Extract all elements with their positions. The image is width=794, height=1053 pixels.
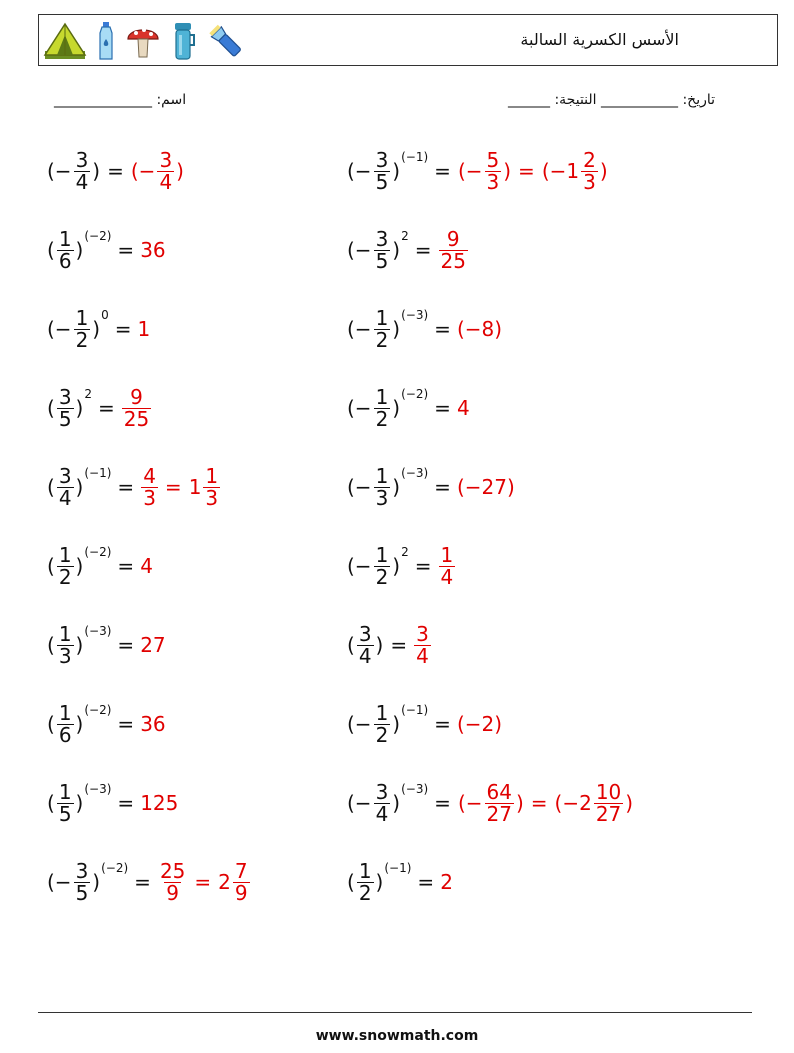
problem-item: [346, 610, 432, 680]
open-paren: (−: [347, 475, 372, 499]
numerator: 1: [58, 621, 72, 646]
denominator: 4: [58, 485, 72, 510]
equals-sign: =: [434, 396, 451, 420]
numerator: 3: [375, 147, 389, 172]
denominator: 5: [58, 406, 72, 431]
denominator: 27: [486, 801, 512, 826]
close-paren: ): [75, 238, 84, 262]
equals-sign: =: [414, 554, 432, 578]
close-paren: ): [75, 791, 84, 815]
numerator: 3: [58, 384, 72, 409]
answer: [457, 712, 502, 736]
equals-sign: =: [117, 238, 135, 262]
numerator: 1: [375, 542, 389, 567]
denominator: 2: [58, 564, 72, 589]
close-paren: ): [392, 791, 401, 815]
answer-prefix: 1: [188, 475, 202, 499]
numerator: 1: [58, 226, 72, 251]
exponent: (−2): [84, 703, 112, 717]
name-field: ______________ :اسم: [54, 92, 187, 108]
denominator: 4: [358, 643, 372, 668]
close-paren: ): [392, 396, 401, 420]
denominator: 2: [375, 564, 389, 589]
answer: [457, 475, 515, 499]
equals-sign: =: [434, 712, 451, 736]
denominator: 2: [375, 722, 389, 747]
problem-item: [346, 294, 502, 364]
numerator: 3: [75, 147, 89, 172]
fraction: [57, 226, 74, 273]
answer-prefix: (−: [457, 159, 483, 183]
denominator: 3: [143, 485, 156, 510]
fraction: [594, 779, 623, 826]
answer-value: 36: [140, 238, 166, 262]
fraction: [57, 384, 74, 431]
open-paren: (−: [347, 238, 372, 262]
problem-item: [46, 294, 150, 364]
answer-prefix: (−2: [554, 791, 592, 815]
close-paren: ): [92, 870, 101, 894]
equals-sign: =: [194, 870, 212, 894]
numerator: 4: [143, 463, 156, 488]
numerator: 5: [486, 147, 500, 172]
equals-sign: =: [164, 475, 182, 499]
denominator: 5: [75, 880, 89, 905]
close-paren: ): [75, 554, 84, 578]
answer: [140, 463, 221, 510]
numerator: 3: [416, 621, 429, 646]
numerator: 1: [58, 542, 72, 567]
fraction: [74, 305, 91, 352]
denominator: 2: [375, 406, 389, 431]
numerator: 1: [58, 779, 72, 804]
denominator: 3: [58, 643, 72, 668]
denominator: 3: [583, 169, 596, 194]
fraction: [157, 147, 174, 194]
equals-sign: =: [117, 633, 135, 657]
exponent: (−3): [84, 624, 112, 638]
fraction: [57, 700, 74, 747]
fraction: [357, 858, 374, 905]
close-paren: ): [375, 870, 384, 894]
answer-prefix: (−1: [541, 159, 580, 183]
problem-item: [46, 768, 178, 838]
numerator: 9: [446, 226, 460, 251]
exponent: 2: [401, 545, 409, 559]
denominator: 4: [75, 169, 89, 194]
exponent: 0: [101, 308, 109, 322]
exponent: (−2): [84, 229, 112, 243]
answer: [138, 317, 151, 341]
denominator: 4: [416, 643, 429, 668]
exponent: (−2): [401, 387, 429, 401]
denominator: 3: [375, 485, 389, 510]
problem-item: [46, 373, 152, 443]
open-paren: (: [47, 633, 55, 657]
answer-prefix: (−: [457, 791, 483, 815]
fraction: [374, 226, 391, 273]
close-paren: ): [375, 633, 384, 657]
fraction: [485, 779, 514, 826]
close-paren: ): [392, 554, 401, 578]
numerator: 64: [486, 779, 512, 804]
denominator: 5: [375, 169, 389, 194]
numerator: 3: [159, 147, 173, 172]
fraction: [203, 463, 220, 510]
equals-sign: =: [518, 159, 535, 183]
problem-item: [346, 136, 609, 206]
close-paren: ): [92, 159, 101, 183]
footer-divider: [38, 1012, 752, 1013]
answer: [413, 621, 432, 668]
answer: [140, 712, 165, 736]
answer: [440, 870, 453, 894]
answer: [140, 554, 153, 578]
numerator: 3: [375, 226, 389, 251]
open-paren: (−: [347, 712, 372, 736]
equals-sign: =: [117, 712, 135, 736]
exponent: 2: [84, 387, 92, 401]
answer: [121, 384, 152, 431]
fraction: [485, 147, 502, 194]
numerator: 1: [440, 542, 454, 567]
answer: [457, 396, 470, 420]
problem-item: [346, 373, 470, 443]
open-paren: (−: [347, 317, 372, 341]
mushroom-icon: [125, 21, 161, 61]
answer: [457, 317, 502, 341]
footer-url: www.snowmath.com: [315, 1028, 479, 1044]
denominator: 3: [486, 169, 500, 194]
close-paren: ): [392, 475, 401, 499]
answer-value: (−8): [456, 317, 503, 341]
close-paren: ): [392, 317, 401, 341]
numerator: 7: [234, 858, 248, 883]
close-paren: ): [75, 396, 84, 420]
problem-item: [46, 531, 153, 601]
problem-item: [346, 452, 515, 522]
equals-sign: =: [98, 396, 115, 420]
fraction: [141, 463, 158, 510]
thermos-icon: [169, 21, 199, 61]
open-paren: (: [47, 475, 55, 499]
denominator: 4: [375, 801, 389, 826]
answer: [140, 791, 178, 815]
answer-suffix: ): [176, 159, 184, 183]
answer-prefix: 2: [218, 870, 231, 894]
answer-suffix: ): [515, 791, 524, 815]
exponent: (−1): [384, 861, 412, 875]
exponent: (−3): [401, 308, 429, 322]
denominator: 9: [234, 880, 248, 905]
exponent: (−3): [84, 782, 112, 796]
fraction: [233, 858, 250, 905]
equals-sign: =: [134, 870, 151, 894]
problem-item: [46, 610, 166, 680]
answer-value: 125: [140, 791, 179, 815]
answer-value: 1: [137, 317, 151, 341]
open-paren: (: [47, 396, 55, 420]
numerator: 1: [75, 305, 89, 330]
fraction: [439, 226, 468, 273]
answer: [438, 542, 457, 589]
numerator: 3: [358, 621, 372, 646]
numerator: 1: [205, 463, 219, 488]
problem-item: [46, 847, 251, 917]
equals-sign: =: [434, 791, 451, 815]
fraction: [374, 305, 391, 352]
numerator: 1: [358, 858, 372, 883]
answer: [130, 147, 185, 194]
fraction: [57, 463, 74, 510]
open-paren: (: [347, 633, 355, 657]
open-paren: (−: [47, 870, 72, 894]
fraction: [57, 779, 74, 826]
fraction: [57, 542, 74, 589]
denominator: 2: [358, 880, 372, 905]
fraction: [374, 542, 391, 589]
problem-item: [346, 531, 456, 601]
numerator: 10: [595, 779, 622, 804]
exponent: (−3): [401, 466, 429, 480]
equals-sign: =: [434, 159, 451, 183]
exponent: (−1): [84, 466, 112, 480]
fraction: [74, 858, 91, 905]
close-paren: ): [75, 633, 84, 657]
open-paren: (: [47, 238, 55, 262]
flashlight-icon: [207, 21, 247, 61]
denominator: 6: [58, 722, 72, 747]
denominator: 25: [123, 406, 150, 431]
equals-sign: =: [390, 633, 408, 657]
open-paren: (: [47, 791, 55, 815]
open-paren: (−: [47, 159, 72, 183]
fraction: [439, 542, 456, 589]
tent-icon: [43, 21, 87, 61]
denominator: 27: [595, 801, 622, 826]
denominator: 5: [375, 248, 389, 273]
exponent: (−2): [84, 545, 112, 559]
exponent: (−1): [401, 150, 429, 164]
header-icons: [43, 18, 247, 64]
numerator: 1: [375, 384, 389, 409]
exponent: (−1): [401, 703, 429, 717]
open-paren: (: [347, 870, 355, 894]
answer-suffix: ): [625, 791, 634, 815]
numerator: 9: [130, 384, 143, 409]
problem-item: [346, 689, 502, 759]
open-paren: (−: [47, 317, 72, 341]
exponent: (−2): [101, 861, 129, 875]
problem-item: [46, 215, 166, 285]
fraction: [414, 621, 431, 668]
answer: [157, 858, 251, 905]
numerator: 3: [58, 463, 72, 488]
open-paren: (−: [347, 791, 372, 815]
fraction: [357, 621, 374, 668]
answer-value: 4: [456, 396, 470, 420]
exponent: 2: [401, 229, 409, 243]
answer: [140, 238, 165, 262]
answer-value: 27: [140, 633, 166, 657]
close-paren: ): [75, 712, 84, 736]
denominator: 4: [159, 169, 173, 194]
answer-suffix: ): [503, 159, 512, 183]
problem-item: [46, 452, 221, 522]
answer-value: (−2): [456, 712, 503, 736]
numerator: 1: [375, 305, 389, 330]
numerator: 1: [58, 700, 72, 725]
denominator: 5: [58, 801, 72, 826]
fraction: [374, 384, 391, 431]
equals-sign: =: [530, 791, 548, 815]
equals-sign: =: [434, 317, 451, 341]
date-score-field: ______ :تاريخ: ___________ النتيجة: [508, 92, 716, 108]
problem-item: [46, 136, 185, 206]
equals-sign: =: [117, 554, 135, 578]
answer-prefix: (−: [130, 159, 156, 183]
numerator: 2: [583, 147, 596, 172]
answer: [438, 226, 469, 273]
water-bottle-icon: [95, 21, 117, 61]
close-paren: ): [392, 712, 401, 736]
denominator: 4: [440, 564, 454, 589]
denominator: 25: [440, 248, 466, 273]
problem-item: [346, 215, 469, 285]
fraction: [57, 621, 74, 668]
numerator: 1: [375, 700, 389, 725]
fraction: [74, 147, 91, 194]
equals-sign: =: [117, 791, 135, 815]
fraction: [374, 463, 391, 510]
problem-item: [46, 689, 166, 759]
close-paren: ): [392, 238, 401, 262]
worksheet-title: الأسس الكسرية السالبة: [520, 30, 679, 49]
open-paren: (: [47, 712, 55, 736]
close-paren: ): [75, 475, 84, 499]
answer: [140, 633, 165, 657]
fraction: [374, 779, 391, 826]
denominator: 9: [166, 880, 180, 905]
open-paren: (−: [347, 396, 372, 420]
answer: [457, 147, 609, 194]
answer-value: 2: [440, 870, 453, 894]
close-paren: ): [392, 159, 401, 183]
numerator: 3: [75, 858, 89, 883]
numerator: 3: [375, 779, 389, 804]
exponent: (−3): [401, 782, 429, 796]
open-paren: (: [47, 554, 55, 578]
open-paren: (−: [347, 159, 372, 183]
denominator: 2: [375, 327, 389, 352]
fraction: [122, 384, 151, 431]
problem-item: [346, 847, 453, 917]
denominator: 2: [75, 327, 89, 352]
fraction: [374, 700, 391, 747]
numerator: 1: [375, 463, 389, 488]
answer-value: 36: [140, 712, 166, 736]
answer-value: 4: [140, 554, 153, 578]
fraction: [374, 147, 391, 194]
answer: [457, 779, 634, 826]
equals-sign: =: [434, 475, 451, 499]
fraction: [581, 147, 598, 194]
equals-sign: =: [117, 475, 135, 499]
numerator: 25: [159, 858, 186, 883]
problem-item: [346, 768, 634, 838]
equals-sign: =: [414, 238, 432, 262]
fraction: [158, 858, 187, 905]
denominator: 3: [205, 485, 219, 510]
answer-suffix: ): [599, 159, 608, 183]
denominator: 6: [58, 248, 72, 273]
worksheet-header: [38, 14, 778, 66]
close-paren: ): [92, 317, 101, 341]
equals-sign: =: [114, 317, 132, 341]
open-paren: (−: [347, 554, 372, 578]
equals-sign: =: [107, 159, 124, 183]
answer-value: (−27): [456, 475, 515, 499]
equals-sign: =: [417, 870, 435, 894]
